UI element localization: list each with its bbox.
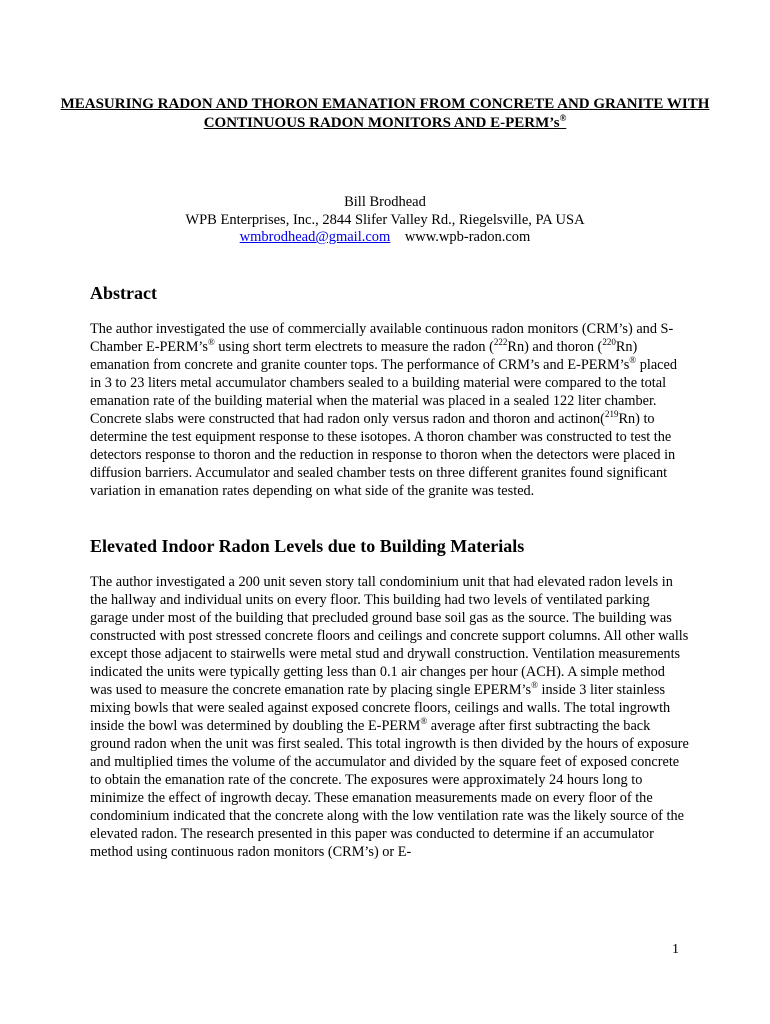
section-paragraph-building-materials: The author investigated a 200 unit seven story tall condominium unit that had elevated radon levels in the hallway and individual units on every floor. This building had two levels of ventilated parking garage under most of the building that precluded ground base soil gas as the source. The building was constructed with post stressed concrete floors and ceilings and concrete support columns. All other walls except those adjacent to stairwells were metal stud and drywall construction. Ventilation measurements indicated the units were typically getting less than 0.1 air changes per hour (ACH). A simple method was used to measure the concrete emanation rate by placing single EPERM’s® inside 3 liter stainless mixing bowls that were sealed against exposed concrete floors, ceilings and walls. The total ingrowth inside the bowl was determined by doubling the E-PERM® average after first subtracting the back ground radon when the unit was first sealed. This total ingrowth is then divided by the hours of exposure and multiplied times the volume of the accumulator and divided by the square feet of exposed concrete to obtain the emanation rate of the concrete. The exposures were approximately 24 hours long to minimize the effect of ingrowth decay. These emanation measurements made on every floor of the condominium indicated that the concrete along with the low ventilation rate was the likely source of the elevated radon. The research presented in this paper was conducted to determine if an accumulator method using continuous radon monitors (CRM’s) or E- <box>90 574 689 860</box>
section-heading-building-materials: Elevated Indoor Radon Levels due to Building Materials <box>90 536 525 556</box>
abstract-heading: Abstract <box>90 283 157 303</box>
title-registered-mark: ® <box>559 113 567 123</box>
title-text: MEASURING RADON AND THORON EMANATION FROM CONCRETE AND GRANITE WITH CONTINUOUS RADON MONITORS AND E-PERM’s <box>60 96 710 131</box>
author-block <box>60 194 710 247</box>
author-email-link[interactable]: wmbrodhead@gmail.com <box>239 229 391 245</box>
abstract-paragraph: The author investigated the use of commercially available continuous radon monitors (CRM’s) and S-Chamber E-PERM’s® using short term electrets to measure the radon ($^{222}$Rn) and thoron ($^{220}$Rn) emanation from concrete and granite counter tops. The performance of CRM’s and E-PERM’s® placed in 3 to 23 liters metal accumulator chambers sealed to a building material were compared to the total emanation rate of the building material when the material was placed in a sealed 122 liter chamber. Concrete slabs were constructed that had radon only versus radon and thoron and actinon($^{219}$Rn) to determine the test equipment response to these isotopes. A thoron chamber was constructed to test the detectors response to thoron and the reduction in response to thoron when the detectors were placed in diffusion barriers. Accumulator and sealed chamber tests on three different granites found significant variation in emanation rates depending on what side of the granite was tested. <box>90 321 678 499</box>
paper-title <box>60 95 710 133</box>
author-contact <box>60 229 710 247</box>
author-affiliation: WPB Enterprises, Inc., 2844 Slifer Valley Rd., Riegelsville, PA USA <box>185 211 585 228</box>
author-name: Bill Brodhead <box>344 194 426 210</box>
page-number: 1 <box>672 942 679 957</box>
author-website: www.wpb-radon.com <box>404 229 531 245</box>
